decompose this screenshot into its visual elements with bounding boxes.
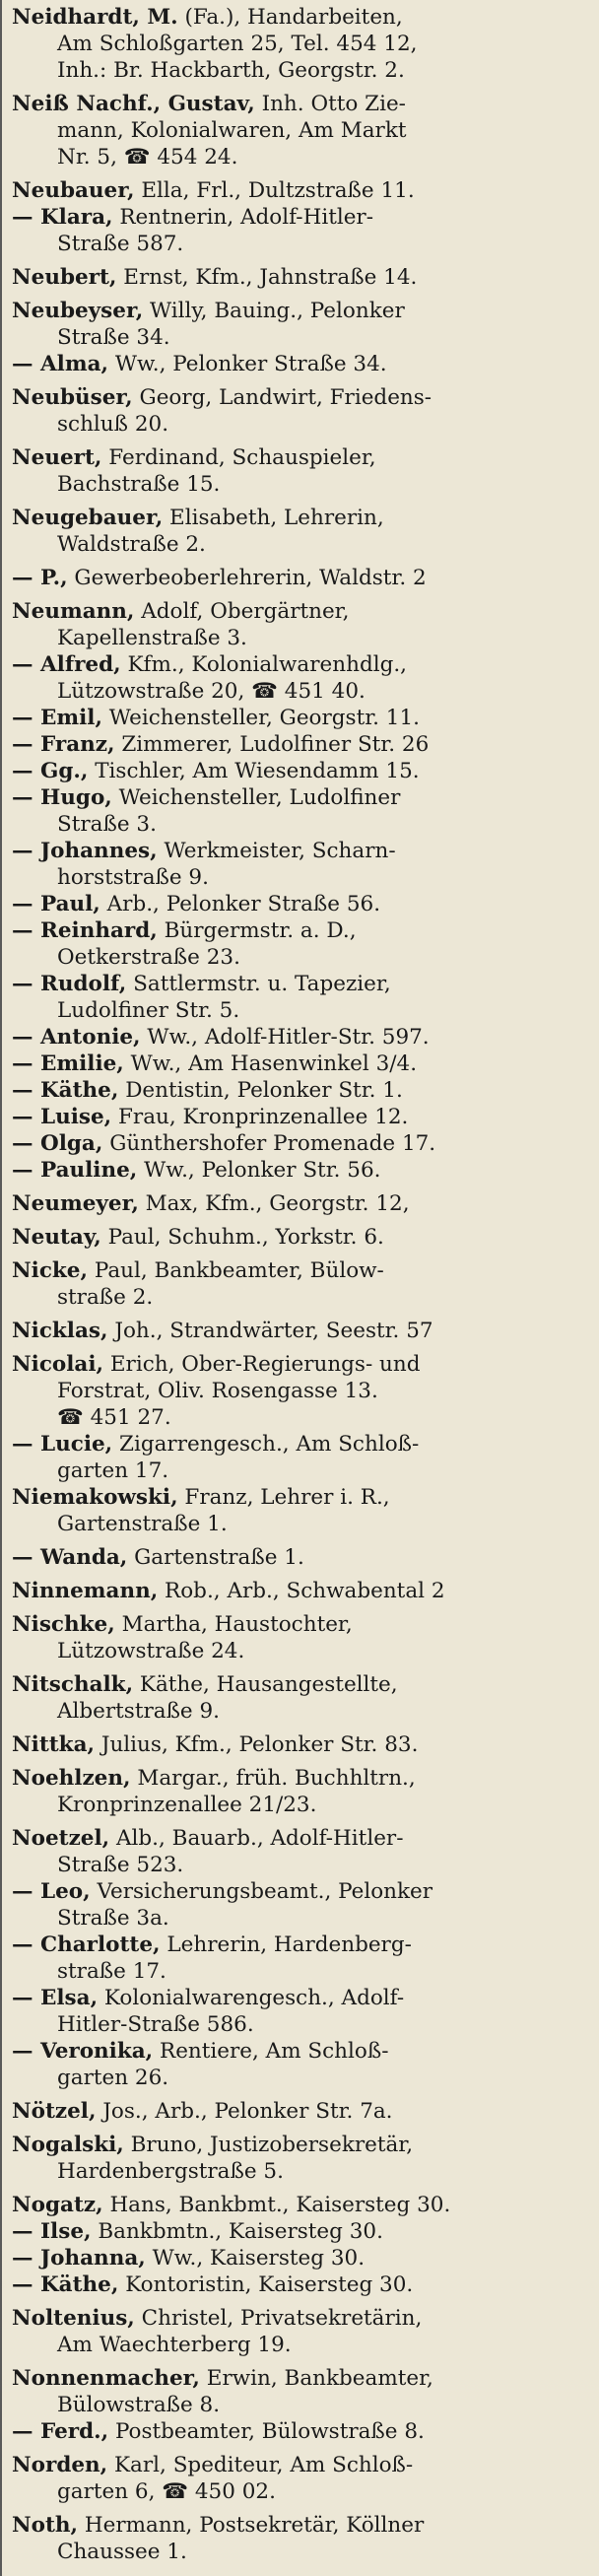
- entry-name: Neiß Nachf., Gustav,: [12, 92, 255, 116]
- directory-entry: [12, 705, 591, 731]
- entry-line: garten 17.: [57, 1458, 169, 1483]
- directory-entry: [12, 2192, 591, 2218]
- entry-line: Paul, Bankbeamter, Bülow-: [94, 1258, 384, 1283]
- entry-line: Rentnerin, Adolf-Hitler-: [119, 205, 373, 230]
- entry-line: Lützowstraße 24.: [57, 1639, 245, 1663]
- entry-line: Kfm., Kolonialwarenhdlg.,: [127, 652, 408, 677]
- entry-name: — Klara,: [12, 205, 113, 230]
- directory-entry: [12, 598, 591, 651]
- entry-line: Max, Kfm., Georgstr. 12,: [145, 1191, 410, 1216]
- entry-line: Franz, Lehrer i. R.,: [184, 1485, 390, 1510]
- entry-name: — Käthe,: [12, 2272, 119, 2297]
- entry-line: Straße 34.: [57, 325, 170, 350]
- directory-entry: [12, 2098, 591, 2125]
- entry-name: — Alma,: [12, 352, 108, 376]
- entry-name: — Luise,: [12, 1105, 112, 1129]
- entry-line: Kolonialwarengesch., Adolf-: [103, 1986, 405, 2010]
- entry-line: Nr. 5, ☎ 454 24.: [57, 145, 238, 169]
- entry-line: Straße 587.: [57, 232, 184, 256]
- entry-line: Willy, Bauing., Pelonker: [150, 299, 405, 323]
- directory-entry: [12, 1318, 591, 1344]
- entry-name: Nötzel,: [12, 2099, 97, 2124]
- entry-name: Ninnemann,: [12, 1579, 159, 1603]
- entry-name: Neubüser,: [12, 385, 133, 410]
- directory-entry: [12, 4, 591, 84]
- directory-entry: [12, 505, 591, 558]
- directory-entry: [12, 1024, 591, 1051]
- entry-name: — Emilie,: [12, 1051, 124, 1076]
- entry-line: Forstrat, Oliv. Rosengasse 13.: [57, 1379, 378, 1403]
- entry-line: Käthe, Hausangestellte,: [139, 1672, 398, 1697]
- entry-name: Nittka,: [12, 1732, 95, 1757]
- directory-entry: [12, 2452, 591, 2505]
- entry-name: — Käthe,: [12, 1078, 119, 1103]
- entry-name: — Pauline,: [12, 1158, 138, 1183]
- entry-line: Erwin, Bankbeamter,: [206, 2366, 433, 2391]
- entry-name: — Reinhard,: [12, 918, 158, 943]
- entry-line: Hardenbergstraße 5.: [57, 2159, 284, 2184]
- entry-name: — Paul,: [12, 892, 100, 916]
- entry-line: Postbeamter, Bülowstraße 8.: [114, 2419, 425, 2444]
- directory-entry: [12, 2418, 591, 2445]
- entry-name: Nogalski,: [12, 2133, 124, 2157]
- entry-line: Jos., Arb., Pelonker Str. 7a.: [102, 2099, 393, 2124]
- entry-line: Lützowstraße 20, ☎ 451 40.: [57, 679, 366, 704]
- directory-entry: [12, 1825, 591, 1878]
- directory-entry: [12, 1578, 591, 1604]
- directory-entry: [12, 1157, 591, 1184]
- directory-entry: [12, 565, 591, 591]
- entry-name: — Gg.,: [12, 759, 89, 783]
- entry-line: Rentiere, Am Schloß-: [160, 2039, 389, 2064]
- entry-line: Dentistin, Pelonker Str. 1.: [125, 1078, 403, 1103]
- entry-name: — Elsa,: [12, 1986, 99, 2010]
- entry-line: Erich, Ober-Regierungs- und: [109, 1352, 421, 1377]
- directory-entry: [12, 1544, 591, 1571]
- entry-line: Straße 3a.: [57, 1906, 169, 1931]
- entry-name: Nitschalk,: [12, 1672, 134, 1697]
- directory-entry: [12, 1611, 591, 1664]
- entry-name: Neubauer,: [12, 178, 135, 203]
- directory-entry: [12, 1985, 591, 2038]
- entry-name: — Emil,: [12, 706, 102, 730]
- directory-entry: [12, 2512, 591, 2565]
- entry-line: Am Schloßgarten 25, Tel. 454 12,: [57, 32, 418, 56]
- directory-entry: [12, 1484, 591, 1537]
- directory-entry: [12, 758, 591, 784]
- entry-line: Versicherungsbeamt., Pelonker: [97, 1879, 433, 1904]
- entry-name: — Antonie,: [12, 1025, 141, 1050]
- entry-name: — Olga,: [12, 1131, 103, 1156]
- entry-line: Ww., Pelonker Straße 34.: [114, 352, 387, 376]
- entry-line: Chaussee 1.: [57, 2540, 187, 2564]
- entry-line: Karl, Spediteur, Am Schloß-: [114, 2453, 414, 2477]
- directory-entry: [12, 2365, 591, 2418]
- entry-name: — Ferd.,: [12, 2419, 109, 2444]
- entry-line: Rob., Arb., Schwabental 2: [165, 1579, 445, 1603]
- directory-entry: [12, 204, 591, 257]
- entry-line: Christel, Privatsekretärin,: [141, 2306, 423, 2331]
- entry-line: Bruno, Justizobersekretär,: [130, 2133, 414, 2157]
- directory-entry: [12, 1671, 591, 1725]
- entry-name: — Wanda,: [12, 1545, 128, 1570]
- entry-name: — Charlotte,: [12, 1932, 161, 1957]
- entry-line: Bülowstraße 8.: [57, 2393, 221, 2417]
- entry-line: Ernst, Kfm., Jahnstraße 14.: [123, 265, 418, 290]
- entry-name: Neubeyser,: [12, 299, 144, 323]
- directory-entry: [12, 444, 591, 498]
- entry-name: Nicke,: [12, 1258, 88, 1283]
- entry-name: Nicolai,: [12, 1352, 104, 1377]
- directory-entry: [12, 1257, 591, 1311]
- entry-line: Hitler-Straße 586.: [57, 2012, 254, 2037]
- directory-entry: [12, 91, 591, 170]
- directory-entry: [12, 1731, 591, 1758]
- entry-line: Frau, Kronprinzenallee 12.: [118, 1105, 409, 1129]
- entry-name: — Rudolf,: [12, 972, 127, 996]
- entry-line: Tischler, Am Wiesendamm 15.: [95, 759, 420, 783]
- entry-line: Oetkerstraße 23.: [57, 945, 240, 970]
- directory-entry: [12, 651, 591, 705]
- entry-line: Joh., Strandwärter, Seestr. 57: [114, 1319, 433, 1343]
- entry-name: Nogatz,: [12, 2193, 103, 2217]
- directory-entry: [12, 1077, 591, 1104]
- directory-entry: [12, 264, 591, 291]
- entry-line: Werkmeister, Scharn-: [164, 839, 396, 863]
- entry-line: Alb., Bauarb., Adolf-Hitler-: [116, 1826, 404, 1851]
- entry-name: — Ilse,: [12, 2219, 92, 2244]
- entry-line: schluß 20.: [57, 412, 169, 437]
- directory-entry: [12, 2218, 591, 2245]
- entry-line: Zigarrengesch., Am Schloß-: [119, 1432, 420, 1457]
- entry-line: Albertstraße 9.: [57, 1699, 221, 1724]
- entry-line: Adolf, Obergärtner,: [141, 599, 350, 624]
- entry-line: Inh.: Br. Hackbarth, Georgstr. 2.: [57, 58, 405, 83]
- entry-line: Straße 523.: [57, 1853, 184, 1877]
- directory-entry: [12, 917, 591, 971]
- entry-line: Georg, Landwirt, Friedens-: [139, 385, 433, 410]
- entry-line: Martha, Haustochter,: [121, 1612, 353, 1637]
- entry-line: Weichensteller, Georgstr. 11.: [108, 706, 420, 730]
- entry-line: Gewerbeoberlehrerin, Waldstr. 2: [74, 566, 427, 590]
- entry-line: Hermann, Postsekretär, Köllner: [84, 2513, 425, 2538]
- directory-entry: [12, 1431, 591, 1484]
- entry-name: Noetzel,: [12, 1826, 110, 1851]
- directory-entry: [12, 1878, 591, 1932]
- directory-entry: [12, 1104, 591, 1130]
- directory-entry: [12, 2132, 591, 2185]
- entry-line: Ww., Adolf-Hitler-Str. 597.: [147, 1025, 430, 1050]
- directory-entry: [12, 1190, 591, 1217]
- entry-line: mann, Kolonialwaren, Am Markt: [57, 118, 407, 143]
- entry-name: Nicklas,: [12, 1319, 108, 1343]
- entry-name: — Johannes,: [12, 839, 158, 863]
- directory-entry: [12, 1932, 591, 1985]
- entry-line: Ww., Kaisersteg 30.: [152, 2246, 366, 2271]
- directory-entry: [12, 1351, 591, 1431]
- entry-line: Gartenstraße 1.: [57, 1512, 228, 1536]
- directory-entry: [12, 1051, 591, 1077]
- directory-entry: [12, 2305, 591, 2358]
- directory-entry: [12, 2271, 591, 2298]
- entry-name: — P.,: [12, 566, 68, 590]
- entry-name: Neutay,: [12, 1225, 101, 1250]
- entry-name: — Hugo,: [12, 785, 112, 810]
- entry-line: Bankbmtn., Kaisersteg 30.: [98, 2219, 383, 2244]
- entry-name: — Johanna,: [12, 2246, 146, 2271]
- entry-name: Neidhardt, M.: [12, 5, 178, 30]
- entry-line: Straße 3.: [57, 812, 157, 837]
- entry-line: Ww., Am Hasenwinkel 3/4.: [130, 1051, 418, 1076]
- entry-name: Noehlzen,: [12, 1766, 131, 1791]
- entry-name: Nonnenmacher,: [12, 2366, 200, 2391]
- entry-name: — Lucie,: [12, 1432, 113, 1457]
- entry-line: Bürgermstr. a. D.,: [164, 918, 357, 943]
- directory-entry: [12, 384, 591, 438]
- entry-line: Gartenstraße 1.: [134, 1545, 304, 1570]
- directory-entry: [12, 1765, 591, 1818]
- entry-line: Kronprinzenallee 21/23.: [57, 1793, 317, 1817]
- directory-entry: [12, 351, 591, 377]
- entry-name: Niemakowski,: [12, 1485, 178, 1510]
- entry-line: Hans, Bankbmt., Kaisersteg 30.: [109, 2193, 451, 2217]
- entry-line: Ww., Pelonker Str. 56.: [144, 1158, 381, 1183]
- entry-line: Waldstraße 2.: [57, 532, 206, 557]
- entry-line: Kontoristin, Kaisersteg 30.: [125, 2272, 414, 2297]
- entry-line: Inh. Otto Zie-: [261, 92, 406, 116]
- entry-name: — Veronika,: [12, 2039, 154, 2064]
- entry-name: Neumeyer,: [12, 1191, 139, 1216]
- directory-entry: [12, 971, 591, 1024]
- entry-line: Ella, Frl., Dultzstraße 11.: [141, 178, 415, 203]
- entry-name: — Alfred,: [12, 652, 121, 677]
- entry-line: Paul, Schuhm., Yorkstr. 6.: [107, 1225, 384, 1250]
- entry-line: straße 17.: [57, 1959, 166, 1984]
- entry-line: ☎ 451 27.: [57, 1405, 171, 1430]
- entry-line: Arb., Pelonker Straße 56.: [106, 892, 381, 916]
- directory-entry: [12, 784, 591, 838]
- entry-line: Sattlermstr. u. Tapezier,: [133, 972, 391, 996]
- entry-line: Ludolfiner Str. 5.: [57, 998, 240, 1023]
- entry-name: Neubert,: [12, 265, 117, 290]
- entry-line: straße 2.: [57, 1285, 154, 1310]
- entry-line: horststraße 9.: [57, 865, 209, 890]
- entry-name: — Franz,: [12, 732, 115, 757]
- directory-entry: [12, 891, 591, 917]
- directory-entry: [12, 838, 591, 891]
- directory-entry: [12, 298, 591, 351]
- entry-line: Ferdinand, Schauspieler,: [108, 445, 376, 470]
- entry-name: Neumann,: [12, 599, 135, 624]
- directory-entry: [12, 2245, 591, 2271]
- entry-line: Zimmerer, Ludolfiner Str. 26: [121, 732, 430, 757]
- directory-entry: [12, 2038, 591, 2091]
- entry-line: Margar., früh. Buchhltrn.,: [137, 1766, 416, 1791]
- entry-name: Norden,: [12, 2453, 108, 2477]
- entry-line: garten 26.: [57, 2066, 169, 2090]
- entry-name: Noltenius,: [12, 2306, 135, 2331]
- entry-name: Nischke,: [12, 1612, 115, 1637]
- entry-name: Noth,: [12, 2513, 79, 2538]
- entry-line: (Fa.), Handarbeiten,: [184, 5, 403, 30]
- directory-entry: [12, 1224, 591, 1251]
- entry-line: Am Waechterberg 19.: [57, 2333, 292, 2357]
- entry-name: — Leo,: [12, 1879, 91, 1904]
- entry-line: Julius, Kfm., Pelonker Str. 83.: [100, 1732, 419, 1757]
- entry-name: Neugebauer,: [12, 506, 164, 530]
- entry-line: Günthershofer Promenade 17.: [109, 1131, 436, 1156]
- directory-entry: [12, 731, 591, 758]
- entry-line: Weichensteller, Ludolfiner: [118, 785, 401, 810]
- entry-line: Elisabeth, Lehrerin,: [169, 506, 384, 530]
- entry-name: Neuert,: [12, 445, 102, 470]
- entry-line: garten 6, ☎ 450 02.: [57, 2479, 276, 2504]
- directory-entry: [12, 177, 591, 204]
- entry-line: Kapellenstraße 3.: [57, 626, 247, 650]
- entry-line: Lehrerin, Hardenberg-: [166, 1932, 412, 1957]
- directory-entry: [12, 1130, 591, 1157]
- entry-line: Bachstraße 15.: [57, 472, 221, 497]
